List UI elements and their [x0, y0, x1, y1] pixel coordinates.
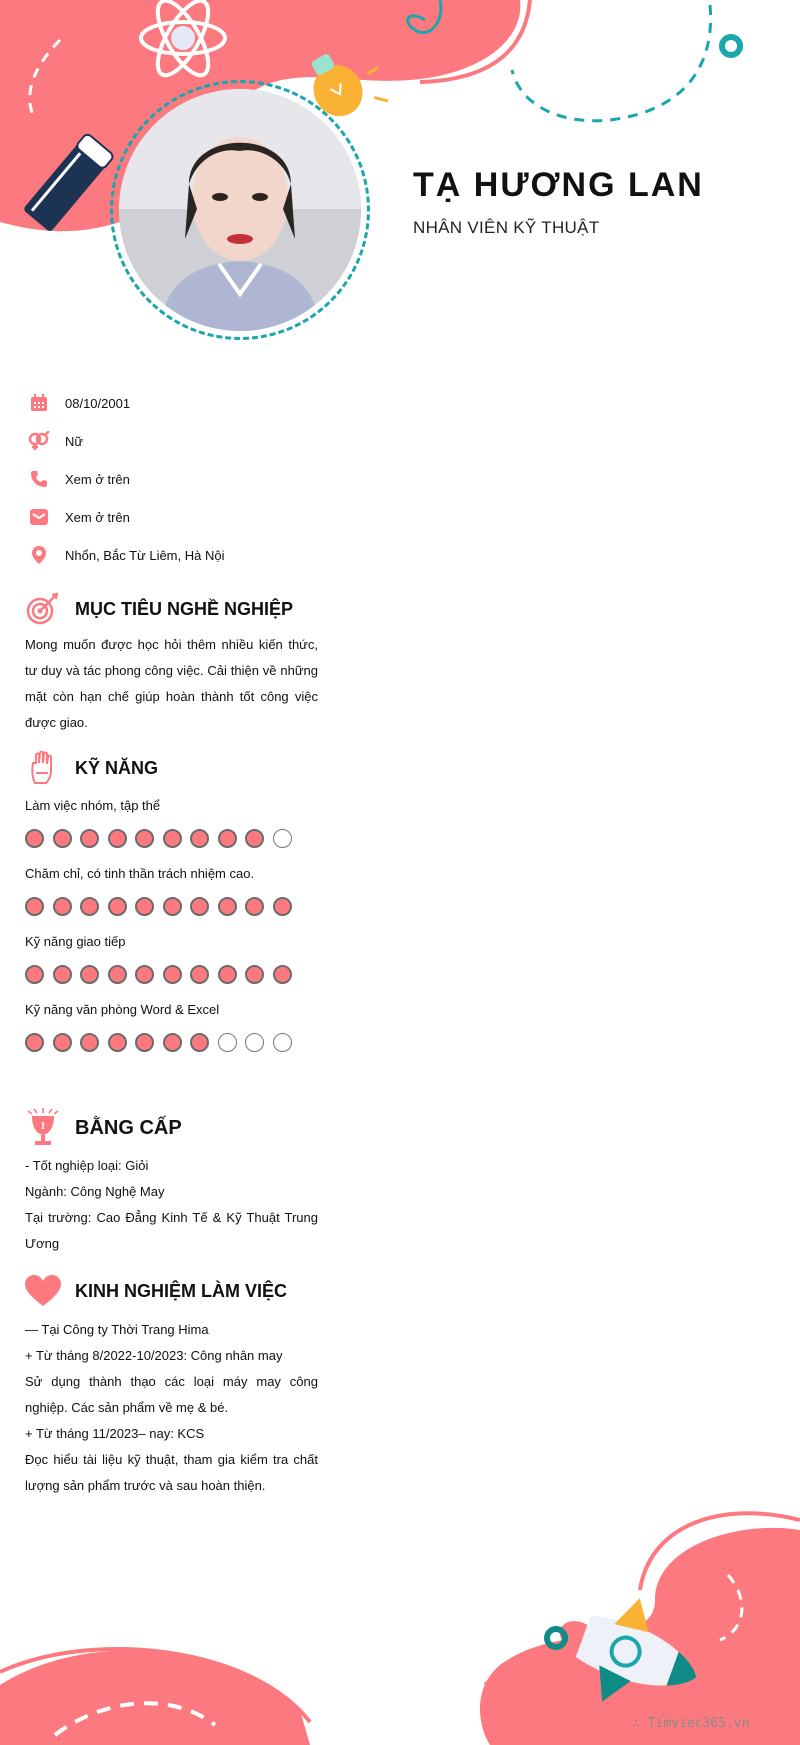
certificates-section — [25, 1111, 318, 1257]
objective-title: MỤC TIÊU NGHỀ NGHIỆP — [75, 598, 294, 619]
skills-header — [25, 751, 318, 785]
rating-dot-filled — [53, 1033, 72, 1052]
rating-dot-filled — [108, 897, 127, 916]
rating-dot-filled — [245, 897, 264, 916]
certificate-line: Ngành: Công Nghệ May — [25, 1184, 165, 1199]
experience-line: + Từ tháng 11/2023– nay: KCS — [25, 1426, 205, 1441]
rating-dot-filled — [135, 829, 154, 848]
avatar — [119, 89, 361, 331]
candidate-role: NHÂN VIÊN KỸ THUẬT — [413, 218, 600, 237]
rating-dot-empty — [273, 829, 292, 848]
skill-rating — [25, 825, 318, 851]
skill-rating — [25, 893, 318, 919]
objective-section — [25, 592, 318, 736]
rating-dot-filled — [273, 965, 292, 984]
skill-rating — [25, 961, 318, 987]
skills-title: KỸ NĂNG — [75, 757, 159, 778]
rating-dot-filled — [25, 965, 44, 984]
rating-dot-filled — [218, 829, 237, 848]
rating-dot-filled — [53, 829, 72, 848]
certificates-title: BẰNG CẤP — [75, 1116, 182, 1139]
gender-icon — [28, 430, 50, 452]
rating-dot-filled — [135, 965, 154, 984]
experience-lines — [25, 1317, 318, 1499]
rating-dot-filled — [273, 897, 292, 916]
trophy-icon — [25, 1111, 61, 1145]
certificates-lines — [25, 1153, 318, 1257]
address-text: Nhổn, Bắc Từ Liêm, Hà Nội — [65, 547, 225, 563]
trophy-number: 1 — [40, 1121, 46, 1132]
certificates-header — [25, 1111, 318, 1145]
skill-label: Kỹ năng giao tiếp — [25, 934, 126, 949]
experience-line: + Từ tháng 8/2022-10/2023: Công nhân may — [25, 1348, 283, 1363]
info-row-gender — [28, 422, 348, 460]
rating-dot-filled — [218, 897, 237, 916]
rating-dot-filled — [108, 965, 127, 984]
rating-dot-filled — [190, 897, 209, 916]
rating-dot-filled — [135, 1033, 154, 1052]
skill-label: Chăm chỉ, có tinh thần trách nhiệm cao. — [25, 866, 255, 881]
rating-dot-filled — [135, 897, 154, 916]
watermark: ∴ Timviec365.vn — [632, 1716, 750, 1731]
phone-icon — [28, 468, 50, 490]
rating-dot-filled — [108, 829, 127, 848]
rating-dot-filled — [163, 1033, 182, 1052]
info-row-email — [28, 498, 348, 536]
info-row-address — [28, 536, 348, 574]
rating-dot-filled — [218, 965, 237, 984]
rating-dot-filled — [108, 1033, 127, 1052]
experience-line: Sử dụng thành thạo các loại máy may công nghiệp. Các sản phẩm về mẹ & bé. — [25, 1374, 318, 1415]
rating-dot-filled — [25, 1033, 44, 1052]
birthdate-text: 08/10/2001 — [65, 395, 131, 411]
gender-text: Nữ — [65, 433, 84, 449]
phone-text: Xem ở trên — [65, 471, 130, 487]
experience-section — [25, 1274, 318, 1499]
certificate-line: - Tốt nghiệp loại: Giỏi — [25, 1158, 149, 1173]
email-icon — [28, 506, 50, 528]
rating-dot-filled — [245, 965, 264, 984]
rating-dot-filled — [190, 1033, 209, 1052]
rating-dot-filled — [53, 897, 72, 916]
location-pin-icon — [28, 544, 50, 566]
skills-list — [25, 795, 318, 1055]
rating-dot-filled — [190, 829, 209, 848]
rating-dot-filled — [163, 829, 182, 848]
rating-dot-filled — [163, 965, 182, 984]
objective-header — [25, 592, 318, 626]
contact-info — [28, 384, 348, 574]
skill-rating — [25, 1029, 318, 1055]
skills-section — [25, 751, 318, 1067]
rating-dot-filled — [163, 897, 182, 916]
certificate-line: Tại trường: Cao Đẳng Kinh Tế & Kỹ Thuật Trung Ương — [25, 1210, 318, 1251]
candidate-name: TẠ HƯƠNG LAN — [413, 166, 704, 204]
rating-dot-empty — [273, 1033, 292, 1052]
rating-dot-filled — [190, 965, 209, 984]
experience-header — [25, 1274, 318, 1308]
calendar-icon — [28, 392, 50, 414]
rating-dot-empty — [218, 1033, 237, 1052]
skill-label: Làm việc nhóm, tập thể — [25, 798, 161, 813]
info-row-birthdate — [28, 384, 348, 422]
objective-text: Mong muốn được học hỏi thêm nhiều kiến thức, tư duy và tác phong công việc. Cải thiện về những mặt còn hạn chế giúp hoàn thành tốt công việc được giao. — [25, 637, 318, 730]
target-icon — [25, 592, 61, 626]
email-text: Xem ở trên — [65, 509, 130, 525]
rating-dot-filled — [53, 965, 72, 984]
rating-dot-filled — [80, 1033, 99, 1052]
skill-label: Kỹ năng văn phòng Word & Excel — [25, 1002, 220, 1017]
profile-photo-frame — [110, 80, 372, 346]
experience-title: KINH NGHIỆM LÀM VIỆC — [75, 1280, 288, 1301]
rating-dot-filled — [245, 829, 264, 848]
experience-line: Đọc hiểu tài liệu kỹ thuật, tham gia kiểm tra chất lượng sản phẩm trước và sau hoàn thiện. — [25, 1452, 318, 1493]
hand-icon — [25, 751, 61, 785]
rating-dot-filled — [25, 829, 44, 848]
heart-icon — [25, 1274, 61, 1308]
rating-dot-filled — [25, 897, 44, 916]
info-row-phone — [28, 460, 348, 498]
rating-dot-empty — [245, 1033, 264, 1052]
rating-dot-filled — [80, 829, 99, 848]
rating-dot-filled — [80, 965, 99, 984]
avatar-illustration — [119, 89, 361, 331]
rating-dot-filled — [80, 897, 99, 916]
experience-line: — Tại Công ty Thời Trang Hima — [25, 1322, 209, 1337]
